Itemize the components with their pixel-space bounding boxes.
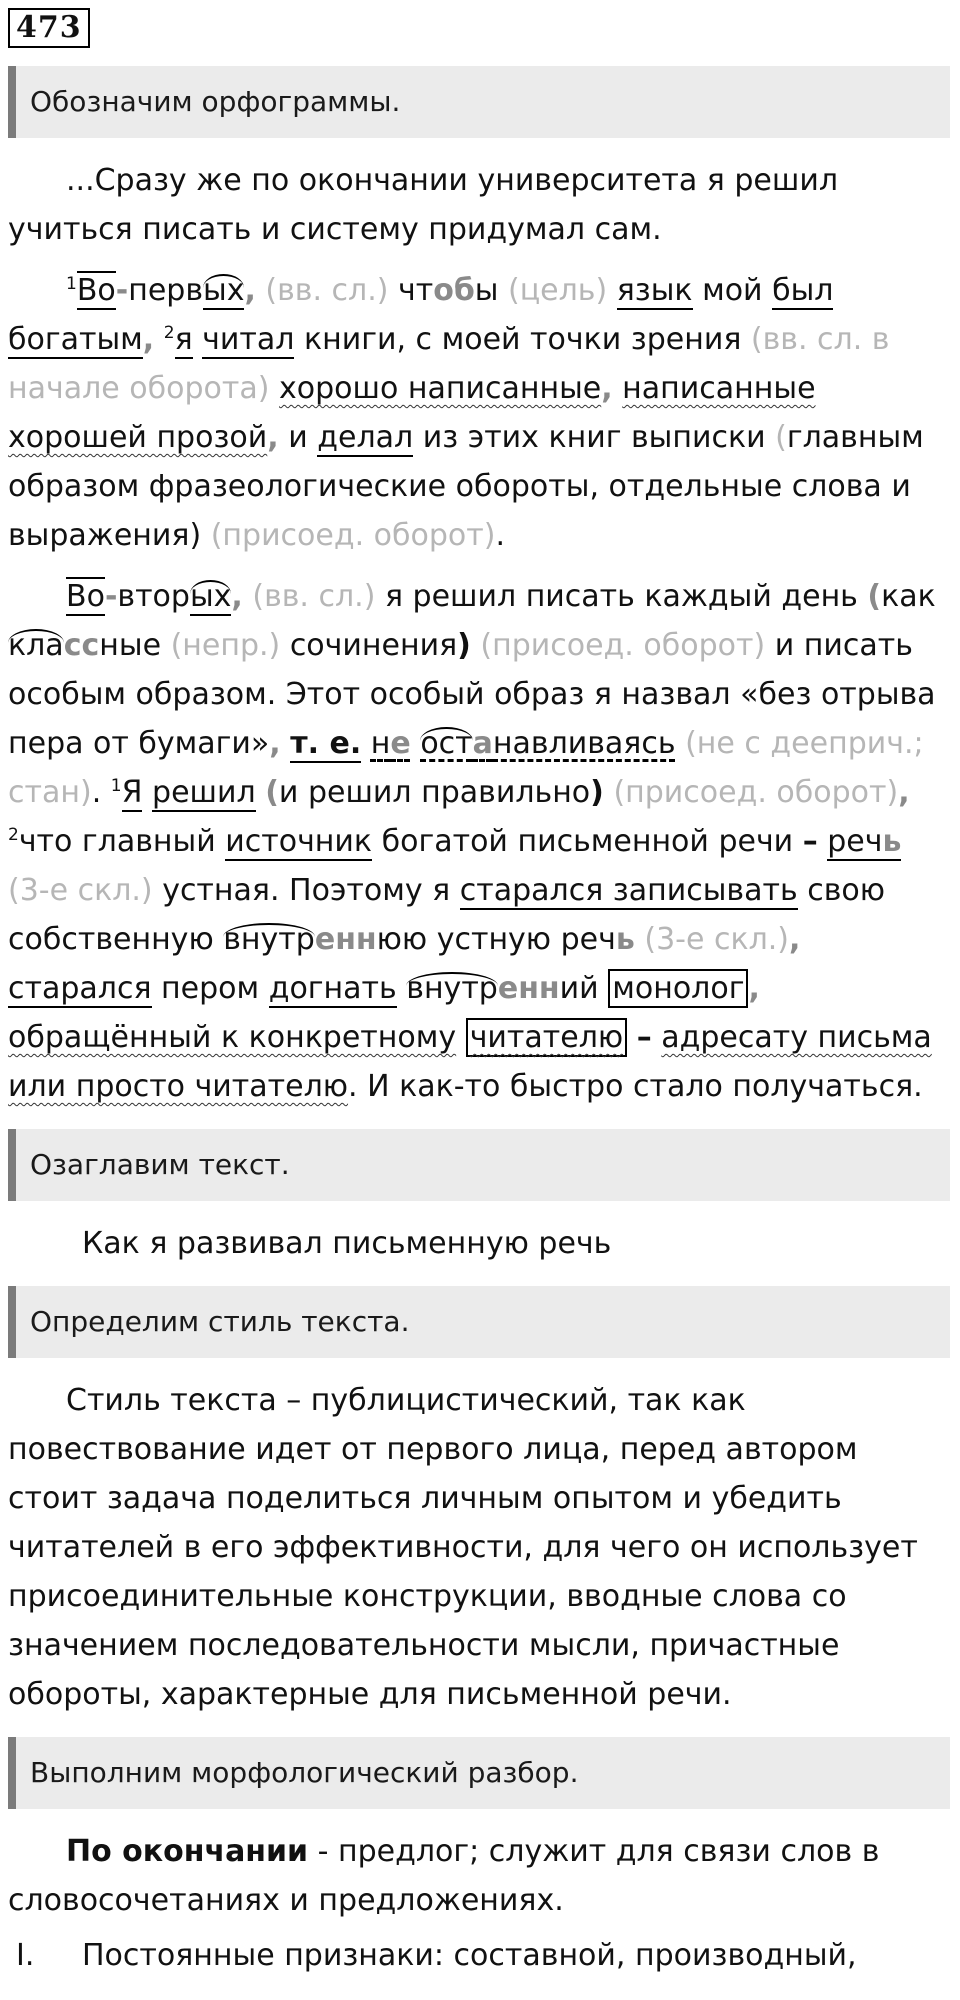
paren: ( (265, 775, 279, 810)
word-n: н (370, 726, 391, 761)
text: и решил правильно (278, 775, 591, 810)
morph-paragraph (8, 1827, 950, 1925)
text: . И как-то быстро стало получаться. (348, 1069, 923, 1104)
subject-yazyk: язык (616, 273, 693, 308)
word-te: т. е. (290, 726, 362, 761)
note: (вв. сл.) (265, 273, 389, 308)
orthogram-dash: - (104, 579, 118, 614)
comma: , (748, 971, 760, 1006)
subject-ya: Я (121, 775, 143, 810)
dash: – (802, 824, 818, 859)
predicate-rech: реч (827, 824, 883, 859)
text-title: Как я развивал письменную речь (82, 1226, 612, 1261)
text: устная. Поэтому я (162, 873, 451, 908)
participle: обращённый к конкретному (8, 1020, 457, 1055)
dot: . (495, 518, 506, 553)
word-cht: чт (398, 273, 434, 308)
apposition: адресату письма или просто читателю (8, 1020, 932, 1104)
paren: ( (867, 579, 882, 614)
text: пером (161, 971, 260, 1006)
paragraph-1 (8, 266, 950, 560)
page (8, 8, 950, 1980)
paren: ) (189, 518, 202, 553)
predicate-dognat: догнать (268, 971, 397, 1006)
word-vo: Во (76, 273, 116, 308)
word-vtor: втор (117, 579, 190, 614)
note: (вв. сл.) (252, 579, 376, 614)
note: (присоед. оборот) (210, 518, 496, 553)
note: н) (60, 775, 92, 810)
word-uyu: юю (376, 922, 428, 957)
predicate-delal: делал (317, 420, 414, 455)
text: богатой письменной речи (381, 824, 794, 859)
note: а (41, 775, 61, 810)
word-chitatelyu: читателю (466, 1018, 627, 1057)
text: книги, с моей точки зрения (303, 322, 742, 357)
text: главным образом фразеологические обороты, отдельные слова и выражения (8, 420, 924, 553)
sup: 2 (163, 323, 175, 343)
comma: , (244, 273, 256, 308)
participle-1: хорошо написанные (279, 371, 602, 406)
orthogram-soft-sign: ь (882, 824, 902, 859)
note: (вв. сл. в начале оборота) (8, 322, 890, 406)
participle-2: написанные хорошей прозой (8, 371, 816, 455)
text: как (881, 579, 936, 614)
comma: , (142, 322, 155, 357)
word-iy: ий (559, 971, 599, 1006)
dash: – (636, 1020, 652, 1055)
note: (присоед. оборот) (613, 775, 899, 810)
note: (присоед. оборот) (480, 628, 766, 663)
paren: ) (457, 628, 471, 663)
subject-istochnik: источник (225, 824, 373, 859)
list-marker: I. (16, 1938, 35, 1973)
word-vnutr: внутр (406, 971, 498, 1006)
list-item-text: Постоянные признаки: составной, производный, (82, 1938, 857, 1973)
predicate-chital: читал (202, 322, 295, 357)
paren: ( (775, 420, 787, 455)
predicate-byl: был (772, 273, 834, 308)
orthogram-soft-sign: ь (615, 922, 635, 957)
predicate-staralsya: старался (8, 971, 152, 1006)
ending-yh: ых (203, 273, 245, 308)
note: (3-е скл.) (644, 922, 789, 957)
morph-desc: - предлог; служит для связи слов в словосочетаниях и предложениях. (8, 1834, 880, 1918)
orthogram-dash: - (115, 273, 129, 308)
orthogram-ss: сс (63, 628, 100, 663)
text: и писать особым образом. Этот особый образ я назвал «без отрыва пера от бумаги» (8, 628, 936, 761)
word-ost: ост (420, 726, 473, 761)
orthogram-e: е (390, 726, 411, 761)
note: (непр.) (170, 628, 281, 663)
paragraph-2 (8, 572, 950, 1111)
word-vo: Во (66, 579, 105, 614)
note: (3-е скл.) (8, 873, 153, 908)
orthogram-ob: об (433, 273, 475, 308)
sup: 2 (8, 825, 19, 845)
comma: , (601, 371, 613, 406)
orthogram-a: а (472, 726, 493, 761)
paren: ) (590, 775, 604, 810)
text: свою собственную (8, 873, 885, 957)
word-monolog: монолог (608, 969, 748, 1008)
style-paragraph: Стиль текста – публицистический, так как повествование идет от первого лица, перед автором стоит задача поделиться личным опытом и убедить читателей в его эффективности, для чего он использует присоединительные конструкции, вводные слова со значением последовательности мысли, причастные обороты, характерные для письменной речи. (8, 1383, 918, 1712)
note: (не с дееприч.; (685, 726, 924, 761)
word-moy: мой (702, 273, 763, 308)
sup: 1 (110, 776, 122, 796)
subject-ya: я (174, 322, 193, 357)
word-nye: ные (99, 628, 162, 663)
word-navlivayas: навливаясь (492, 726, 676, 761)
predicate-reshil: решил (152, 775, 256, 810)
note: ст (8, 775, 42, 810)
note: (цель) (508, 273, 608, 308)
text: что главный (18, 824, 216, 859)
text: я решил писать каждый день (384, 579, 858, 614)
task-number: 473 (8, 8, 90, 48)
text: устную реч (436, 922, 616, 957)
section-title: Озаглавим текст. (8, 1129, 950, 1201)
ending-yh: ых (189, 579, 232, 614)
predicate-bogatym: богатым (8, 322, 143, 357)
predicate-staralsya: старался записывать (459, 873, 798, 908)
word-perv: перв (128, 273, 204, 308)
word-kla: кла (8, 628, 64, 663)
orthogram-e: е (314, 922, 336, 957)
section-morph: Выполним морфологический разбор. (8, 1737, 950, 1809)
comma: , (267, 420, 279, 455)
text: и (288, 420, 308, 455)
section-orthograms: Обозначим орфограммы. (8, 66, 950, 138)
text: из этих книг выписки (422, 420, 766, 455)
comma: , (789, 922, 801, 957)
dot: . (91, 775, 102, 810)
sup: 1 (66, 274, 77, 294)
comma: , (269, 726, 281, 761)
comma: , (898, 775, 910, 810)
orthogram-nn: нн (335, 922, 377, 957)
word-vnutr: внутр (223, 922, 315, 957)
intro-paragraph: ...Сразу же по окончании университета я решил учиться писать и систему придумал сам. (8, 163, 839, 247)
orthogram-e: е (497, 971, 519, 1006)
comma: , (231, 579, 243, 614)
orthogram-nn: нн (518, 971, 560, 1006)
section-style: Определим стиль текста. (8, 1286, 950, 1358)
morph-term: По окончании (66, 1834, 309, 1869)
morph-list-item (8, 1931, 950, 1980)
word-y: ы (474, 273, 499, 308)
text: сочинения (289, 628, 458, 663)
